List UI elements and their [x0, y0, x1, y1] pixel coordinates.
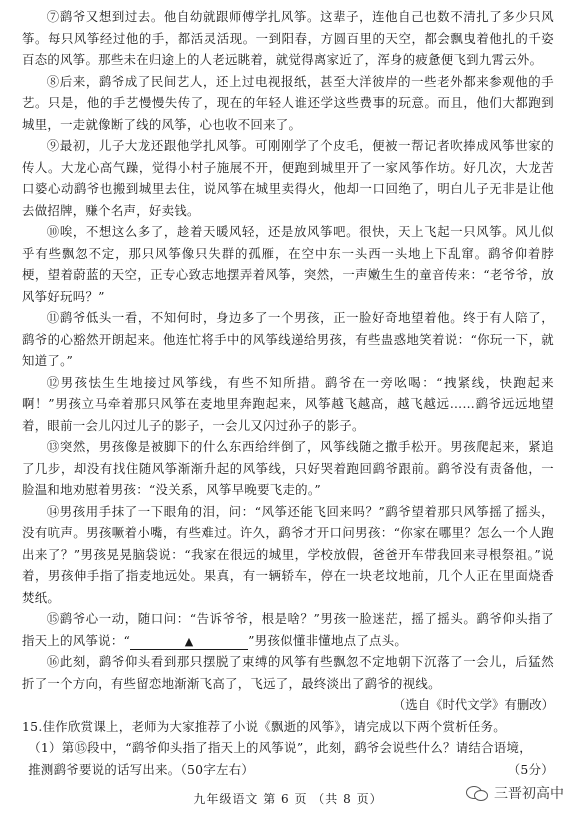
- paragraph-9: [22, 135, 554, 221]
- answer-blank: [130, 634, 248, 650]
- triangle-marker-icon: ▲: [184, 634, 194, 648]
- paragraph-text: 男孩怯生生地接过风筝线，有些不知所措。鹞爷在一旁吆喝：“拽紧线，快跑起来啊！”男孩立马牵着那只风筝在麦地里奔跑起来，风筝越飞越高，越飞越远……鹞爷远远地望着，眼前一会儿闪过儿子的影子，一会儿又闪过孙子的影子。: [22, 374, 554, 433]
- paragraph-13: [22, 436, 554, 501]
- paragraph-14: [22, 501, 554, 609]
- paragraph-11: [22, 307, 554, 372]
- paragraph-text: 鹞爷低头一看，不知何时，身边多了一个男孩，正一脸好奇地望着他。终于有人陪了，鹞爷的心豁然开朗起来。他连忙将手中的风筝线递给男孩，有些蛊惑地笑着说：“你玩一下，就知道了。”: [22, 310, 554, 368]
- paragraph-12: [22, 372, 554, 437]
- paragraph-7: [22, 6, 554, 71]
- paragraph-8: [22, 71, 554, 136]
- wechat-icon: [466, 784, 488, 802]
- paragraph-number: ⑪: [46, 310, 60, 325]
- page-footer: 九年级语文 第 6 页 （共 8 页）: [193, 792, 383, 806]
- paragraph-text: 唉，不想这么多了，趁着天暖风轻，还是放风筝吧。很快，天上飞起一只风筝。风儿似乎有些飘忽不定，那只风筝像只失群的孤雁，在空中东一头西一头地上下乱窜。鹞爷仰着脖梗，望着蔚蓝的天空，正专心致志地摆弄着风筝，突然，一声嫩生生的童音传来：“老爷爷，放风筝好玩吗？”: [22, 224, 554, 304]
- paragraph-number: ⑨: [46, 138, 60, 153]
- question-points: （5分）: [507, 761, 554, 777]
- paragraph-number: ⑯: [46, 654, 60, 669]
- paragraph-number: ⑭: [46, 503, 60, 519]
- question-part1-line2: 推测鹞爷要说的话写出来。（50字左右）: [28, 761, 255, 777]
- paragraph-text-after-blank: ”男孩似懂非懂地点了点头。: [248, 632, 408, 648]
- paragraph-text-before-blank: 鹞爷心一动，随口问：“告诉爷爷，根是啥？”男孩一脸迷茫，摇了摇头。鹞爷仰头指了指天上的风筝说：“: [22, 611, 554, 648]
- paragraph-text: 男孩用手抹了一下眼角的泪，问：“风筝还能飞回来吗？”鹞爷望着那只风筝摇了摇头，没有吭声。男孩噘着小嘴，有些难过。许久，鹞爷才开口问男孩：“你家在哪里？怎么一个人跑出来了？”男孩晃晃脑袋说：“我家在很远的城里，学校放假，爸爸开车带我回来寻根祭祖。”说着，男孩伸手指了指麦地远处。果真，有一辆轿车，停在一块老坟地前，几个人正在里面烧香焚纸。: [22, 503, 554, 605]
- paragraph-number: ⑦: [46, 9, 60, 24]
- watermark-text: 三晋初高中: [494, 786, 564, 802]
- question-title: 15.佳作欣赏课上，老师为大家推荐了小说《飘逝的风筝》，请完成以下两个赏析任务。: [22, 718, 506, 734]
- paragraph-text: 鹞爷又想到过去。他自幼就跟师傅学扎风筝。这辈子，连他自己也数不清扎了多少只风筝。每只风筝经过他的手，都活灵活现。一到阳春，方圆百里的天空，都会飘曳着他扎的千姿百态的风筝。那些未在归途上的人老远眺着，就觉得离家近了，浑身的疲惫便飞到九霄云外。: [22, 9, 554, 67]
- paragraph-number: ⑫: [46, 374, 61, 390]
- paragraph-15: [22, 608, 554, 651]
- paragraph-number: ⑩: [46, 224, 60, 239]
- question-part1-line1: （1）第⑮段中，“鹞爷仰头指了指天上的风筝说”，此刻，鹞爷会说些什么？请结合语境，: [28, 740, 532, 755]
- paragraph-text: 后来，鹞爷成了民间艺人，还上过电视报纸，甚至大洋彼岸的一些老外都来参观他的手艺。只是，他的手艺慢慢失传了，现在的年轻人谁还学这些费事的玩意。而且，他们大都跑到城里，一走就像断了线的风筝，心也收不回来了。: [22, 73, 554, 132]
- watermark: [466, 783, 564, 803]
- paragraph-10: [22, 221, 554, 307]
- paragraph-number: ⑬: [46, 439, 60, 454]
- source-citation: （选自《时代文学》有删改）: [392, 697, 554, 712]
- paragraph-text: 此刻，鹞爷仰头看到那只摆脱了束缚的风筝有些飘忽不定地朝下沉落了一会儿，后猛然折了一个方向，有些留恋地渐渐飞高了，飞远了，最终淡出了鹞爷的视线。: [22, 654, 554, 691]
- paragraph-number: ⑧: [46, 73, 60, 89]
- paragraph-text: 最初，儿子大龙还跟他学扎风筝。可刚刚学了个皮毛，便被一帮记者吹捧成风筝世家的传人。大龙心高气躁，觉得小村子施展不开，便跑到城里开了一家风筝作坊。好几次，大龙苦口婆心动鹞爷也搬到城里去住，说风筝在城里卖得火，他却一口回绝了，明白儿子无非是让他去做招牌，赚个名声，好卖钱。: [22, 138, 554, 218]
- paragraph-number: ⑮: [46, 611, 60, 626]
- paragraph-16: [22, 651, 554, 694]
- question-part1-line2-row: [22, 759, 554, 781]
- paragraph-text: 突然，男孩像是被脚下的什么东西给绊倒了，风筝线随之撒手松开。男孩爬起来，紧追了几步，却没有找住随风筝渐渐升起的风筝线，只好哭着跑回鹞爷跟前。鹞爷没有责备他，一脸温和地劝慰着男孩：“没关系，风筝早晚要飞走的。”: [22, 439, 554, 497]
